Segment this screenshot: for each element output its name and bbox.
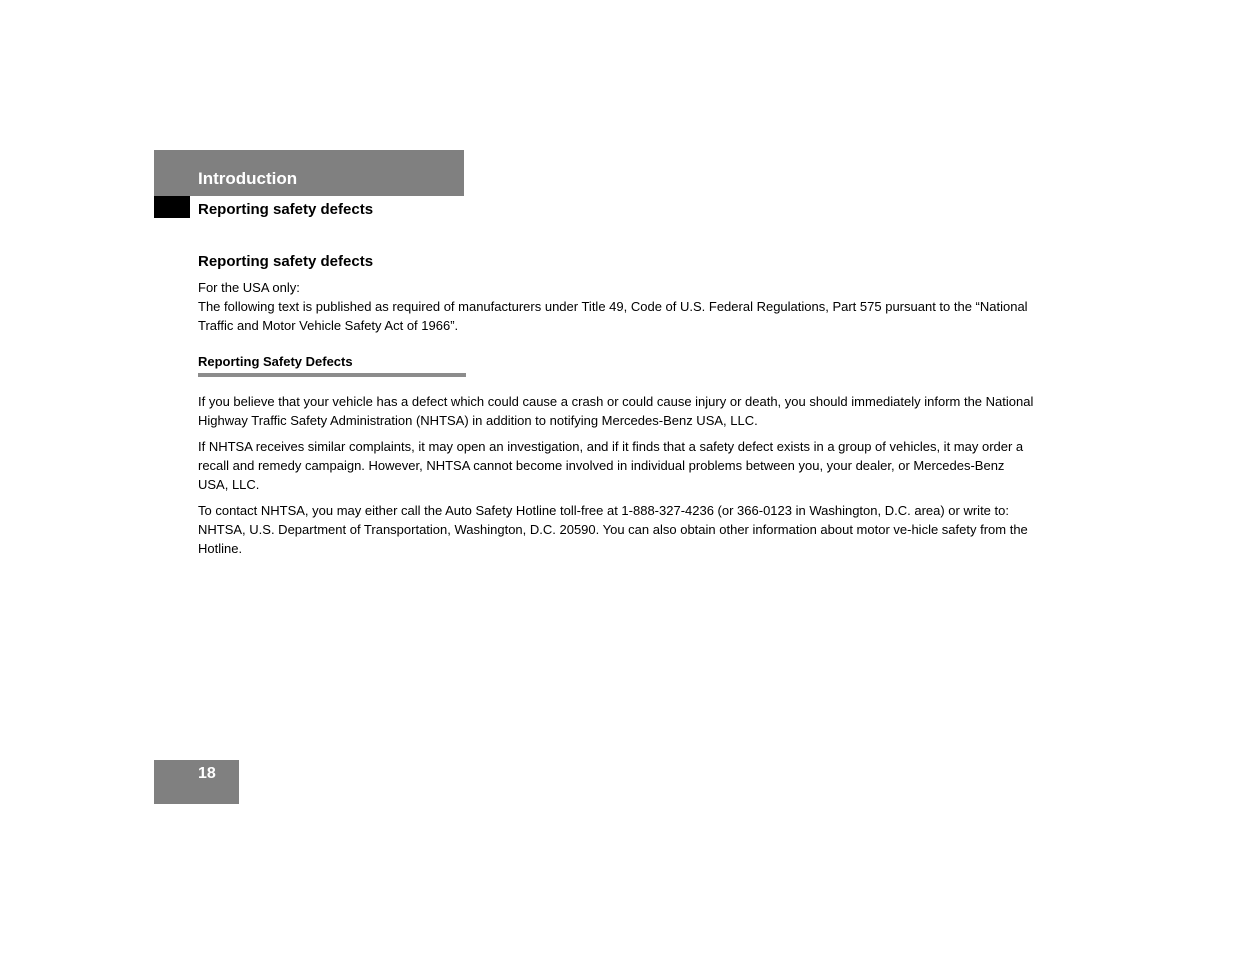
subheading: Reporting Safety Defects — [198, 353, 466, 377]
page-content — [198, 252, 1034, 565]
paragraph: To contact NHTSA, you may either call the Auto Safety Hotline toll-free at 1-888-327-4236 (or 366-0123 in Washington, D.C. area) or write to: NHTSA, U.S. Department of Transportation, Washington, D.C. 20590. You can also obtain other information about motor ve-hicle safety from the Hotline. — [198, 503, 1028, 556]
paragraph: If you believe that your vehicle has a defect which could cause a crash or could cause injury or death, you should immediately inform the National Highway Traffic Safety Administration (NHTSA) in addition to notifying Mercedes-Benz USA, LLC. — [198, 394, 1034, 428]
intro-regulation-text: The following text is published as required of manufacturers under Title 49, Code of U.S. Federal Regulations, Part 575 pursuant to the “National Traffic and Motor Vehicle Safety Act of 1966”. — [198, 299, 1028, 333]
page-number-tab — [154, 760, 239, 804]
main-heading: Reporting safety defects — [198, 253, 374, 270]
page-number: 18 — [198, 765, 216, 782]
section-marker — [154, 196, 190, 218]
intro-usa-only: For the USA only: — [198, 280, 300, 295]
section-title: Reporting safety defects — [198, 201, 374, 218]
paragraph: If NHTSA receives similar complaints, it may open an investigation, and if it finds that a safety defect exists in a group of vehicles, it may order a recall and remedy campaign. However, NHTSA cannot become involved in individual problems between you, your dealer, or Mercedes-Benz USA, LLC. — [198, 439, 1024, 492]
chapter-title: Introduction — [198, 169, 298, 188]
